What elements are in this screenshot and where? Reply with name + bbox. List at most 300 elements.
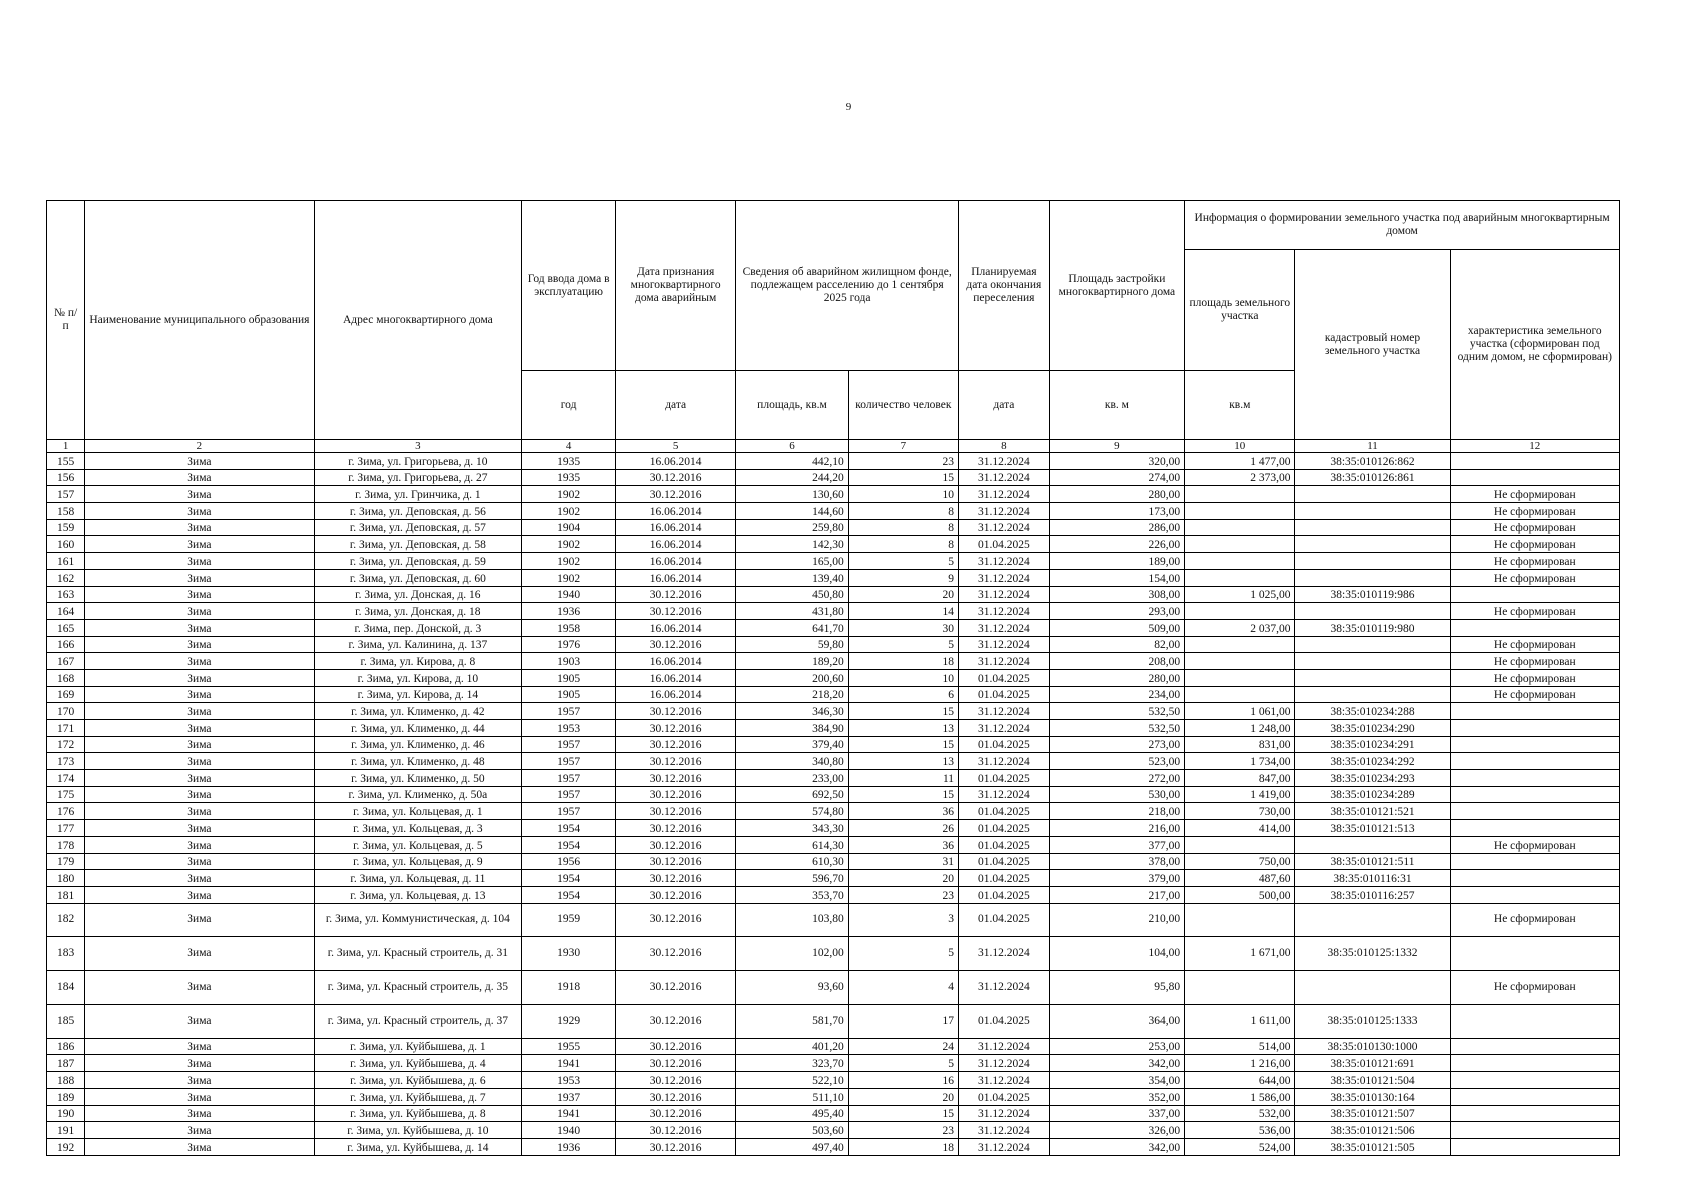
building-area-cell: 173,00 bbox=[1049, 503, 1184, 520]
building-area-cell: 217,00 bbox=[1049, 886, 1184, 903]
building-area-cell: 320,00 bbox=[1049, 453, 1184, 470]
cadastral-cell: 38:35:010121:504 bbox=[1295, 1072, 1450, 1089]
table-row bbox=[47, 1055, 1620, 1072]
address-cell: г. Зима, ул. Григорьева, д. 10 bbox=[314, 453, 522, 470]
unit-people: количество человек bbox=[848, 371, 958, 440]
planned-date-cell: 31.12.2024 bbox=[959, 486, 1050, 503]
people-cell: 23 bbox=[848, 886, 958, 903]
building-area-cell: 104,00 bbox=[1049, 937, 1184, 971]
area-cell: 323,70 bbox=[736, 1055, 849, 1072]
municipality-cell: Зима bbox=[85, 636, 314, 653]
cadastral-cell: 38:35:010121:691 bbox=[1295, 1055, 1450, 1072]
cadastral-cell: 38:35:010116:31 bbox=[1295, 870, 1450, 887]
recognition-date-cell: 30.12.2016 bbox=[616, 636, 736, 653]
cadastral-cell bbox=[1295, 503, 1450, 520]
table-row bbox=[47, 736, 1620, 753]
people-cell: 23 bbox=[848, 1122, 958, 1139]
col-number: 2 bbox=[85, 440, 314, 453]
year-cell: 1953 bbox=[522, 1072, 616, 1089]
year-cell: 1902 bbox=[522, 486, 616, 503]
row-number: 167 bbox=[47, 653, 85, 670]
area-cell: 614,30 bbox=[736, 836, 849, 853]
recognition-date-cell: 30.12.2016 bbox=[616, 1055, 736, 1072]
building-area-cell: 337,00 bbox=[1049, 1105, 1184, 1122]
land-area-cell: 524,00 bbox=[1185, 1138, 1295, 1155]
header-land-area: площадь земельного участка bbox=[1185, 250, 1295, 371]
land-status-cell bbox=[1450, 870, 1619, 887]
year-cell: 1958 bbox=[522, 619, 616, 636]
cadastral-cell: 38:35:010116:257 bbox=[1295, 886, 1450, 903]
table-row bbox=[47, 786, 1620, 803]
address-cell: г. Зима, ул. Деповская, д. 60 bbox=[314, 569, 522, 586]
area-cell: 353,70 bbox=[736, 886, 849, 903]
land-area-cell bbox=[1185, 603, 1295, 620]
table-row bbox=[47, 503, 1620, 520]
row-number: 160 bbox=[47, 536, 85, 553]
recognition-date-cell: 30.12.2016 bbox=[616, 586, 736, 603]
row-number: 185 bbox=[47, 1004, 85, 1038]
planned-date-cell: 31.12.2024 bbox=[959, 653, 1050, 670]
recognition-date-cell: 30.12.2016 bbox=[616, 469, 736, 486]
col-number: 11 bbox=[1295, 440, 1450, 453]
address-cell: г. Зима, ул. Красный строитель, д. 35 bbox=[314, 971, 522, 1005]
building-area-cell: 377,00 bbox=[1049, 836, 1184, 853]
unit-area: площадь, кв.м bbox=[736, 371, 849, 440]
municipality-cell: Зима bbox=[85, 753, 314, 770]
header-fund-info: Сведения об аварийном жилищном фонде, подлежащем расселению до 1 сентября 2025 года bbox=[736, 201, 959, 371]
area-cell: 103,80 bbox=[736, 903, 849, 937]
building-area-cell: 226,00 bbox=[1049, 536, 1184, 553]
municipality-cell: Зима bbox=[85, 469, 314, 486]
recognition-date-cell: 30.12.2016 bbox=[616, 903, 736, 937]
cadastral-cell: 38:35:010234:289 bbox=[1295, 786, 1450, 803]
row-number: 183 bbox=[47, 937, 85, 971]
cadastral-cell bbox=[1295, 669, 1450, 686]
area-cell: 343,30 bbox=[736, 820, 849, 837]
table-row bbox=[47, 1105, 1620, 1122]
land-area-cell bbox=[1185, 553, 1295, 570]
building-area-cell: 342,00 bbox=[1049, 1055, 1184, 1072]
municipality-cell: Зима bbox=[85, 669, 314, 686]
municipality-cell: Зима bbox=[85, 653, 314, 670]
row-number: 156 bbox=[47, 469, 85, 486]
land-area-cell: 1 061,00 bbox=[1185, 703, 1295, 720]
planned-date-cell: 31.12.2024 bbox=[959, 586, 1050, 603]
land-status-cell bbox=[1450, 1088, 1619, 1105]
address-cell: г. Зима, ул. Куйбышева, д. 6 bbox=[314, 1072, 522, 1089]
people-cell: 20 bbox=[848, 586, 958, 603]
header-building-area: Площадь застройки многоквартирного дома bbox=[1049, 201, 1184, 371]
recognition-date-cell: 16.06.2014 bbox=[616, 669, 736, 686]
area-cell: 431,80 bbox=[736, 603, 849, 620]
building-area-cell: 189,00 bbox=[1049, 553, 1184, 570]
building-area-cell: 82,00 bbox=[1049, 636, 1184, 653]
row-number: 184 bbox=[47, 971, 85, 1005]
col-number: 9 bbox=[1049, 440, 1184, 453]
planned-date-cell: 01.04.2025 bbox=[959, 853, 1050, 870]
people-cell: 8 bbox=[848, 503, 958, 520]
table-row bbox=[47, 803, 1620, 820]
recognition-date-cell: 30.12.2016 bbox=[616, 736, 736, 753]
building-area-cell: 509,00 bbox=[1049, 619, 1184, 636]
building-area-cell: 274,00 bbox=[1049, 469, 1184, 486]
table-row bbox=[47, 569, 1620, 586]
emergency-housing-table bbox=[46, 200, 1620, 1156]
recognition-date-cell: 16.06.2014 bbox=[616, 686, 736, 703]
address-cell: г. Зима, ул. Гринчика, д. 1 bbox=[314, 486, 522, 503]
planned-date-cell: 01.04.2025 bbox=[959, 903, 1050, 937]
row-number: 170 bbox=[47, 703, 85, 720]
building-area-cell: 530,00 bbox=[1049, 786, 1184, 803]
cadastral-cell: 38:35:010119:980 bbox=[1295, 619, 1450, 636]
row-number: 177 bbox=[47, 820, 85, 837]
year-cell: 1954 bbox=[522, 886, 616, 903]
year-cell: 1902 bbox=[522, 536, 616, 553]
municipality-cell: Зима bbox=[85, 603, 314, 620]
building-area-cell: 379,00 bbox=[1049, 870, 1184, 887]
land-area-cell: 847,00 bbox=[1185, 770, 1295, 787]
year-cell: 1940 bbox=[522, 586, 616, 603]
people-cell: 8 bbox=[848, 536, 958, 553]
area-cell: 495,40 bbox=[736, 1105, 849, 1122]
area-cell: 346,30 bbox=[736, 703, 849, 720]
row-number: 179 bbox=[47, 853, 85, 870]
cadastral-cell bbox=[1295, 686, 1450, 703]
cadastral-cell: 38:35:010121:513 bbox=[1295, 820, 1450, 837]
land-area-cell: 1 611,00 bbox=[1185, 1004, 1295, 1038]
address-cell: г. Зима, ул. Калинина, д. 137 bbox=[314, 636, 522, 653]
recognition-date-cell: 30.12.2016 bbox=[616, 486, 736, 503]
municipality-cell: Зима bbox=[85, 703, 314, 720]
address-cell: г. Зима, ул. Кольцевая, д. 13 bbox=[314, 886, 522, 903]
land-status-cell bbox=[1450, 803, 1619, 820]
address-cell: г. Зима, ул. Клименко, д. 50а bbox=[314, 786, 522, 803]
land-area-cell bbox=[1185, 653, 1295, 670]
building-area-cell: 210,00 bbox=[1049, 903, 1184, 937]
table-row bbox=[47, 636, 1620, 653]
planned-date-cell: 31.12.2024 bbox=[959, 1122, 1050, 1139]
cadastral-cell bbox=[1295, 519, 1450, 536]
area-cell: 233,00 bbox=[736, 770, 849, 787]
unit-sqm-2: кв.м bbox=[1185, 371, 1295, 440]
planned-date-cell: 01.04.2025 bbox=[959, 820, 1050, 837]
municipality-cell: Зима bbox=[85, 770, 314, 787]
land-status-cell bbox=[1450, 1072, 1619, 1089]
address-cell: г. Зима, ул. Куйбышева, д. 8 bbox=[314, 1105, 522, 1122]
planned-date-cell: 31.12.2024 bbox=[959, 569, 1050, 586]
row-number: 181 bbox=[47, 886, 85, 903]
planned-date-cell: 31.12.2024 bbox=[959, 720, 1050, 737]
area-cell: 522,10 bbox=[736, 1072, 849, 1089]
municipality-cell: Зима bbox=[85, 453, 314, 470]
row-number: 192 bbox=[47, 1138, 85, 1155]
land-area-cell: 1 248,00 bbox=[1185, 720, 1295, 737]
recognition-date-cell: 30.12.2016 bbox=[616, 937, 736, 971]
row-number: 189 bbox=[47, 1088, 85, 1105]
row-number: 188 bbox=[47, 1072, 85, 1089]
area-cell: 189,20 bbox=[736, 653, 849, 670]
planned-date-cell: 31.12.2024 bbox=[959, 1072, 1050, 1089]
table-row bbox=[47, 1038, 1620, 1055]
table-row bbox=[47, 469, 1620, 486]
area-cell: 165,00 bbox=[736, 553, 849, 570]
year-cell: 1976 bbox=[522, 636, 616, 653]
recognition-date-cell: 30.12.2016 bbox=[616, 1138, 736, 1155]
land-area-cell bbox=[1185, 903, 1295, 937]
address-cell: г. Зима, ул. Деповская, д. 58 bbox=[314, 536, 522, 553]
planned-date-cell: 01.04.2025 bbox=[959, 1004, 1050, 1038]
row-number: 187 bbox=[47, 1055, 85, 1072]
recognition-date-cell: 30.12.2016 bbox=[616, 753, 736, 770]
table-row bbox=[47, 553, 1620, 570]
building-area-cell: 218,00 bbox=[1049, 803, 1184, 820]
unit-date-2: дата bbox=[959, 371, 1050, 440]
cadastral-cell: 38:35:010234:293 bbox=[1295, 770, 1450, 787]
land-area-cell: 2 037,00 bbox=[1185, 619, 1295, 636]
page-number: 9 bbox=[845, 101, 852, 113]
municipality-cell: Зима bbox=[85, 886, 314, 903]
people-cell: 20 bbox=[848, 1088, 958, 1105]
people-cell: 10 bbox=[848, 669, 958, 686]
area-cell: 610,30 bbox=[736, 853, 849, 870]
municipality-cell: Зима bbox=[85, 1122, 314, 1139]
address-cell: г. Зима, ул. Клименко, д. 46 bbox=[314, 736, 522, 753]
year-cell: 1957 bbox=[522, 753, 616, 770]
cadastral-cell bbox=[1295, 553, 1450, 570]
land-status-cell bbox=[1450, 853, 1619, 870]
land-area-cell: 750,00 bbox=[1185, 853, 1295, 870]
people-cell: 18 bbox=[848, 1138, 958, 1155]
municipality-cell: Зима bbox=[85, 586, 314, 603]
planned-date-cell: 31.12.2024 bbox=[959, 553, 1050, 570]
cadastral-cell: 38:35:010125:1332 bbox=[1295, 937, 1450, 971]
year-cell: 1902 bbox=[522, 503, 616, 520]
area-cell: 142,30 bbox=[736, 536, 849, 553]
area-cell: 401,20 bbox=[736, 1038, 849, 1055]
recognition-date-cell: 30.12.2016 bbox=[616, 1004, 736, 1038]
cadastral-cell: 38:35:010130:1000 bbox=[1295, 1038, 1450, 1055]
people-cell: 30 bbox=[848, 619, 958, 636]
row-number: 190 bbox=[47, 1105, 85, 1122]
planned-date-cell: 01.04.2025 bbox=[959, 770, 1050, 787]
unit-sqm: кв. м bbox=[1049, 371, 1184, 440]
recognition-date-cell: 16.06.2014 bbox=[616, 619, 736, 636]
municipality-cell: Зима bbox=[85, 803, 314, 820]
building-area-cell: 234,00 bbox=[1049, 686, 1184, 703]
year-cell: 1905 bbox=[522, 669, 616, 686]
row-number: 168 bbox=[47, 669, 85, 686]
land-status-cell bbox=[1450, 786, 1619, 803]
col-number: 4 bbox=[522, 440, 616, 453]
year-cell: 1954 bbox=[522, 820, 616, 837]
municipality-cell: Зима bbox=[85, 870, 314, 887]
year-cell: 1918 bbox=[522, 971, 616, 1005]
col-number: 5 bbox=[616, 440, 736, 453]
land-status-cell bbox=[1450, 1122, 1619, 1139]
row-number: 173 bbox=[47, 753, 85, 770]
municipality-cell: Зима bbox=[85, 1038, 314, 1055]
recognition-date-cell: 30.12.2016 bbox=[616, 1088, 736, 1105]
land-area-cell: 1 586,00 bbox=[1185, 1088, 1295, 1105]
municipality-cell: Зима bbox=[85, 937, 314, 971]
planned-date-cell: 31.12.2024 bbox=[959, 786, 1050, 803]
address-cell: г. Зима, ул. Кольцевая, д. 3 bbox=[314, 820, 522, 837]
cadastral-cell: 38:35:010234:291 bbox=[1295, 736, 1450, 753]
recognition-date-cell: 30.12.2016 bbox=[616, 971, 736, 1005]
table-row bbox=[47, 903, 1620, 937]
people-cell: 15 bbox=[848, 703, 958, 720]
recognition-date-cell: 30.12.2016 bbox=[616, 770, 736, 787]
year-cell: 1905 bbox=[522, 686, 616, 703]
planned-date-cell: 31.12.2024 bbox=[959, 453, 1050, 470]
row-number: 165 bbox=[47, 619, 85, 636]
year-cell: 1954 bbox=[522, 836, 616, 853]
recognition-date-cell: 30.12.2016 bbox=[616, 870, 736, 887]
cadastral-cell: 38:35:010121:505 bbox=[1295, 1138, 1450, 1155]
people-cell: 11 bbox=[848, 770, 958, 787]
cadastral-cell bbox=[1295, 636, 1450, 653]
recognition-date-cell: 30.12.2016 bbox=[616, 803, 736, 820]
year-cell: 1936 bbox=[522, 603, 616, 620]
address-cell: г. Зима, ул. Григорьева, д. 27 bbox=[314, 469, 522, 486]
cadastral-cell bbox=[1295, 971, 1450, 1005]
people-cell: 15 bbox=[848, 786, 958, 803]
planned-date-cell: 31.12.2024 bbox=[959, 703, 1050, 720]
recognition-date-cell: 30.12.2016 bbox=[616, 1072, 736, 1089]
year-cell: 1929 bbox=[522, 1004, 616, 1038]
planned-date-cell: 01.04.2025 bbox=[959, 669, 1050, 686]
land-status-cell: Не сформирован bbox=[1450, 603, 1619, 620]
year-cell: 1904 bbox=[522, 519, 616, 536]
land-status-cell: Не сформирован bbox=[1450, 503, 1619, 520]
table-row bbox=[47, 971, 1620, 1005]
planned-date-cell: 01.04.2025 bbox=[959, 803, 1050, 820]
people-cell: 31 bbox=[848, 853, 958, 870]
address-cell: г. Зима, ул. Кольцевая, д. 5 bbox=[314, 836, 522, 853]
address-cell: г. Зима, ул. Кирова, д. 10 bbox=[314, 669, 522, 686]
planned-date-cell: 01.04.2025 bbox=[959, 1088, 1050, 1105]
planned-date-cell: 31.12.2024 bbox=[959, 603, 1050, 620]
year-cell: 1956 bbox=[522, 853, 616, 870]
land-status-cell bbox=[1450, 720, 1619, 737]
land-area-cell: 1 216,00 bbox=[1185, 1055, 1295, 1072]
address-cell: г. Зима, ул. Кольцевая, д. 1 bbox=[314, 803, 522, 820]
address-cell: г. Зима, ул. Донская, д. 16 bbox=[314, 586, 522, 603]
area-cell: 596,70 bbox=[736, 870, 849, 887]
address-cell: г. Зима, ул. Деповская, д. 57 bbox=[314, 519, 522, 536]
land-status-cell bbox=[1450, 1105, 1619, 1122]
building-area-cell: 154,00 bbox=[1049, 569, 1184, 586]
row-number: 155 bbox=[47, 453, 85, 470]
table-row bbox=[47, 853, 1620, 870]
people-cell: 18 bbox=[848, 653, 958, 670]
address-cell: г. Зима, ул. Куйбышева, д. 7 bbox=[314, 1088, 522, 1105]
land-status-cell: Не сформирован bbox=[1450, 519, 1619, 536]
cadastral-cell bbox=[1295, 836, 1450, 853]
land-status-cell: Не сформирован bbox=[1450, 836, 1619, 853]
year-cell: 1941 bbox=[522, 1055, 616, 1072]
header-municipality: Наименование муниципального образования bbox=[85, 201, 314, 440]
cadastral-cell bbox=[1295, 903, 1450, 937]
land-area-cell bbox=[1185, 971, 1295, 1005]
people-cell: 36 bbox=[848, 836, 958, 853]
people-cell: 26 bbox=[848, 820, 958, 837]
land-status-cell bbox=[1450, 886, 1619, 903]
year-cell: 1953 bbox=[522, 720, 616, 737]
recognition-date-cell: 16.06.2014 bbox=[616, 503, 736, 520]
planned-date-cell: 01.04.2025 bbox=[959, 686, 1050, 703]
address-cell: г. Зима, ул. Куйбышева, д. 4 bbox=[314, 1055, 522, 1072]
people-cell: 15 bbox=[848, 1105, 958, 1122]
table-row bbox=[47, 586, 1620, 603]
address-cell: г. Зима, ул. Донская, д. 18 bbox=[314, 603, 522, 620]
land-area-cell: 514,00 bbox=[1185, 1038, 1295, 1055]
municipality-cell: Зима bbox=[85, 503, 314, 520]
col-number: 3 bbox=[314, 440, 522, 453]
area-cell: 442,10 bbox=[736, 453, 849, 470]
land-status-cell bbox=[1450, 453, 1619, 470]
table-row bbox=[47, 937, 1620, 971]
table-row bbox=[47, 753, 1620, 770]
address-cell: г. Зима, ул. Кирова, д. 8 bbox=[314, 653, 522, 670]
cadastral-cell: 38:35:010234:292 bbox=[1295, 753, 1450, 770]
row-number: 176 bbox=[47, 803, 85, 820]
area-cell: 244,20 bbox=[736, 469, 849, 486]
recognition-date-cell: 16.06.2014 bbox=[616, 536, 736, 553]
address-cell: г. Зима, ул. Клименко, д. 48 bbox=[314, 753, 522, 770]
land-status-cell: Не сформирован bbox=[1450, 569, 1619, 586]
row-number: 164 bbox=[47, 603, 85, 620]
land-area-cell: 1 025,00 bbox=[1185, 586, 1295, 603]
col-number: 8 bbox=[959, 440, 1050, 453]
land-status-cell: Не сформирован bbox=[1450, 636, 1619, 653]
address-cell: г. Зима, ул. Клименко, д. 42 bbox=[314, 703, 522, 720]
land-status-cell bbox=[1450, 1138, 1619, 1155]
column-number-row bbox=[47, 440, 1620, 453]
planned-date-cell: 31.12.2024 bbox=[959, 971, 1050, 1005]
table-row bbox=[47, 619, 1620, 636]
address-cell: г. Зима, ул. Куйбышева, д. 10 bbox=[314, 1122, 522, 1139]
municipality-cell: Зима bbox=[85, 486, 314, 503]
building-area-cell: 208,00 bbox=[1049, 653, 1184, 670]
address-cell: г. Зима, ул. Кольцевая, д. 11 bbox=[314, 870, 522, 887]
table-header bbox=[47, 201, 1620, 453]
people-cell: 24 bbox=[848, 1038, 958, 1055]
row-number: 182 bbox=[47, 903, 85, 937]
address-cell: г. Зима, ул. Деповская, д. 59 bbox=[314, 553, 522, 570]
building-area-cell: 364,00 bbox=[1049, 1004, 1184, 1038]
header-planned-date: Планируемая дата окончания переселения bbox=[959, 201, 1050, 371]
cadastral-cell: 38:35:010234:290 bbox=[1295, 720, 1450, 737]
year-cell: 1957 bbox=[522, 803, 616, 820]
people-cell: 8 bbox=[848, 519, 958, 536]
planned-date-cell: 31.12.2024 bbox=[959, 1038, 1050, 1055]
building-area-cell: 326,00 bbox=[1049, 1122, 1184, 1139]
municipality-cell: Зима bbox=[85, 553, 314, 570]
header-cadastral: кадастровый номер земельного участка bbox=[1295, 250, 1450, 440]
building-area-cell: 95,80 bbox=[1049, 971, 1184, 1005]
municipality-cell: Зима bbox=[85, 820, 314, 837]
row-number: 175 bbox=[47, 786, 85, 803]
col-number: 7 bbox=[848, 440, 958, 453]
planned-date-cell: 31.12.2024 bbox=[959, 636, 1050, 653]
header-land-info: Информация о формировании земельного участка под аварийным многоквартирным домом bbox=[1185, 201, 1620, 250]
cadastral-cell: 38:35:010119:986 bbox=[1295, 586, 1450, 603]
building-area-cell: 273,00 bbox=[1049, 736, 1184, 753]
building-area-cell: 354,00 bbox=[1049, 1072, 1184, 1089]
planned-date-cell: 01.04.2025 bbox=[959, 886, 1050, 903]
row-number: 158 bbox=[47, 503, 85, 520]
